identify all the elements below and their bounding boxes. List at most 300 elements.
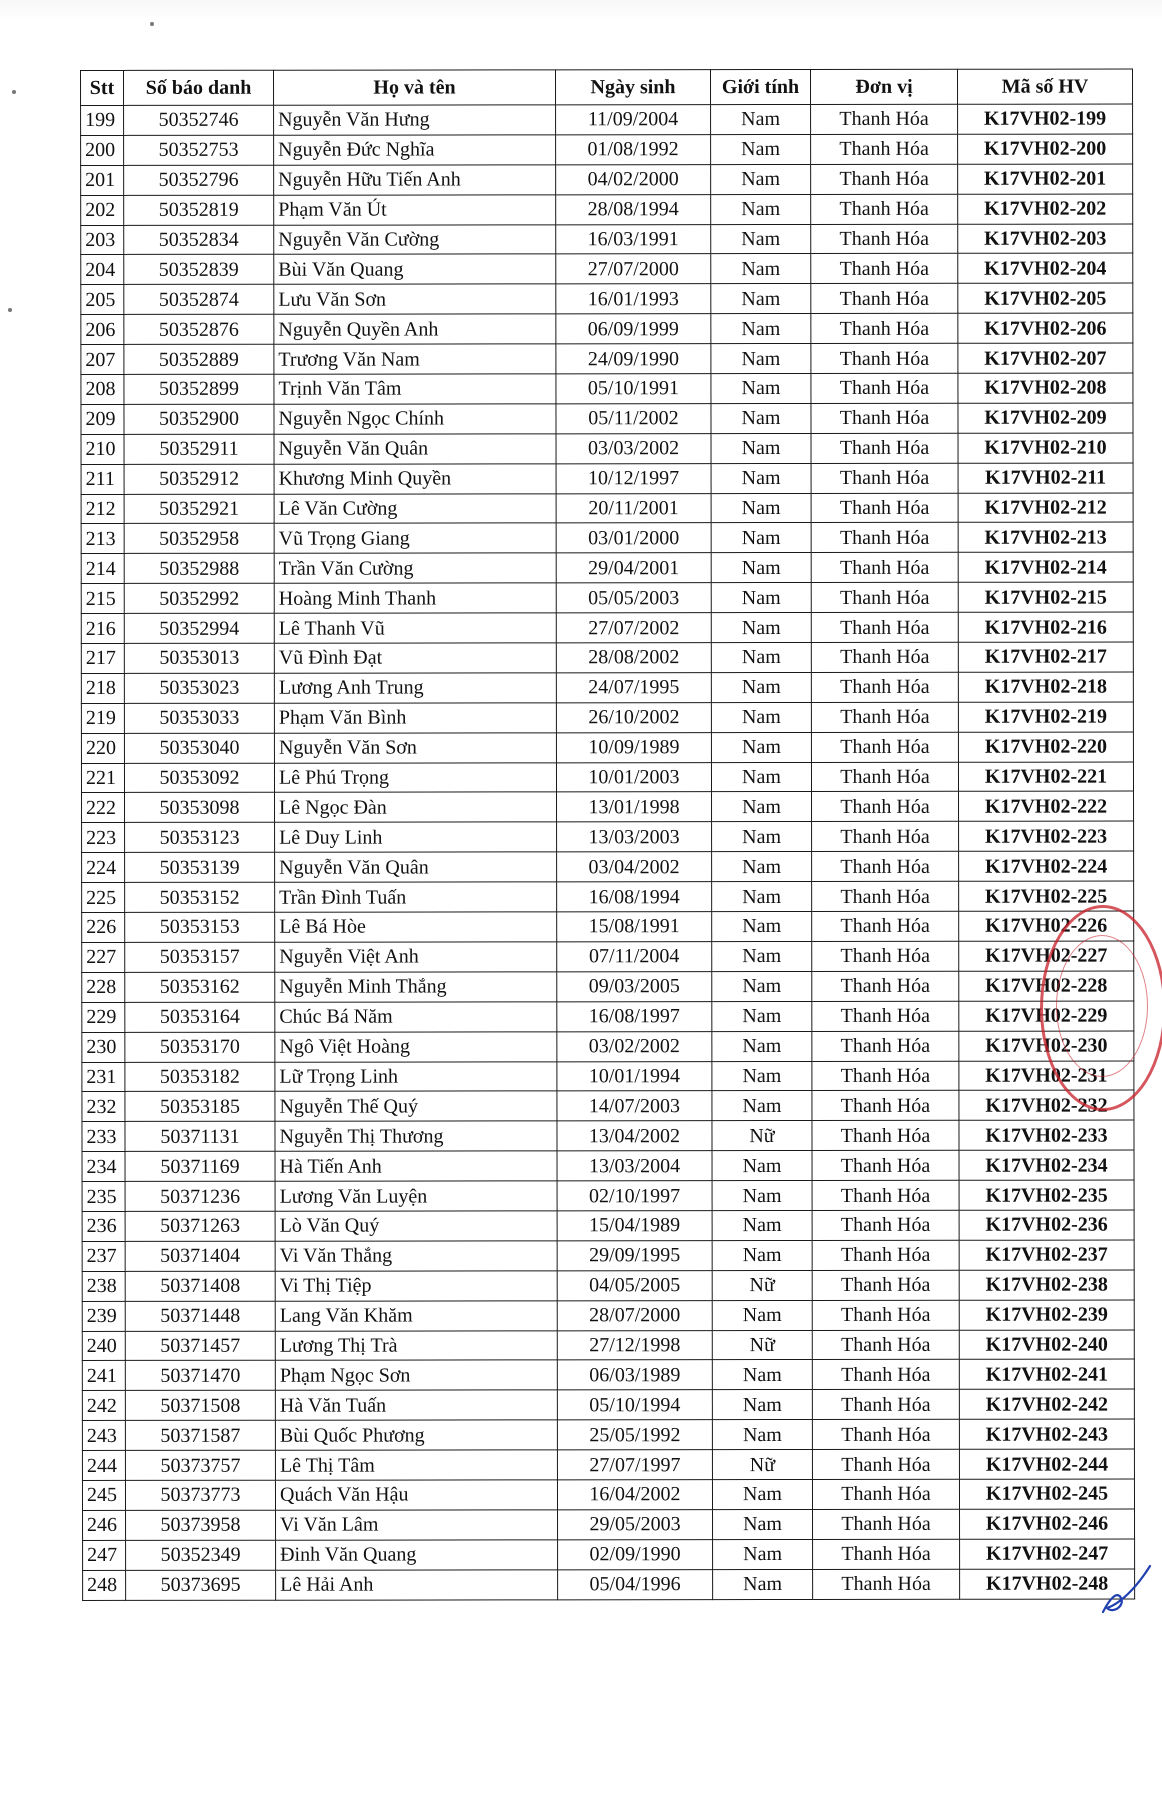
cell-name: Lưu Văn Sơn [274, 284, 556, 314]
cell-dob: 24/07/1995 [556, 673, 711, 703]
cell-code: K17VH02-207 [958, 343, 1133, 373]
cell-sex: Nam [712, 941, 812, 971]
cell-dob: 14/07/2003 [557, 1091, 712, 1121]
table-row [82, 1300, 1134, 1331]
header-dob: Ngày sinh [556, 70, 711, 105]
cell-sbd: 50373695 [126, 1570, 276, 1600]
cell-sbd: 50371236 [125, 1181, 275, 1211]
cell-code: K17VH02-214 [958, 552, 1133, 582]
cell-stt: 229 [82, 1002, 125, 1032]
table-row [81, 373, 1133, 404]
cell-dob: 15/04/1989 [557, 1211, 712, 1241]
cell-code: K17VH02-233 [959, 1120, 1134, 1150]
table-row [82, 1479, 1134, 1510]
cell-name: Phạm Văn Bình [274, 703, 556, 733]
cell-unit: Thanh Hóa [812, 1091, 959, 1121]
cell-stt: 201 [81, 165, 124, 195]
cell-code: K17VH02-243 [959, 1419, 1134, 1449]
cell-stt: 232 [82, 1092, 125, 1122]
cell-code: K17VH02-203 [958, 224, 1133, 254]
cell-name: Vi Thị Tiệp [275, 1271, 557, 1301]
cell-code: K17VH02-226 [959, 911, 1134, 941]
cell-sex: Nam [711, 463, 811, 493]
cell-unit: Thanh Hóa [812, 941, 959, 971]
cell-name: Lê Hải Anh [276, 1569, 558, 1599]
cell-dob: 04/05/2005 [557, 1270, 712, 1300]
cell-stt: 204 [81, 255, 124, 285]
cell-stt: 213 [81, 524, 124, 554]
header-sbd: Số báo danh [124, 70, 274, 105]
table-row [81, 164, 1133, 195]
cell-sex: Nam [713, 1509, 813, 1539]
cell-unit: Thanh Hóa [811, 343, 958, 373]
cell-unit: Thanh Hóa [811, 284, 958, 314]
cell-dob: 10/09/1989 [556, 732, 711, 762]
cell-stt: 228 [82, 972, 125, 1002]
cell-name: Ngô Việt Hoàng [275, 1031, 557, 1061]
cell-name: Nguyễn Thế Quý [275, 1091, 557, 1121]
cell-sbd: 50352988 [124, 554, 274, 584]
cell-name: Nguyễn Văn Cường [274, 224, 556, 254]
cell-code: K17VH02-201 [958, 164, 1133, 194]
cell-sbd: 50353098 [125, 793, 275, 823]
cell-sbd: 50353164 [125, 1002, 275, 1032]
cell-name: Trần Đình Tuấn [275, 882, 557, 912]
cell-sex: Nam [711, 553, 811, 583]
table-row [81, 104, 1133, 135]
cell-stt: 238 [82, 1271, 125, 1301]
cell-dob: 28/08/1994 [556, 194, 711, 224]
cell-code: K17VH02-220 [958, 732, 1133, 762]
cell-sex: Nam [712, 912, 812, 942]
cell-code: K17VH02-209 [958, 403, 1133, 433]
cell-dob: 05/04/1996 [558, 1569, 713, 1599]
cell-dob: 29/09/1995 [557, 1240, 712, 1270]
cell-dob: 16/04/2002 [557, 1480, 712, 1510]
cell-code: K17VH02-244 [959, 1449, 1134, 1479]
cell-sbd: 50373757 [125, 1450, 275, 1480]
cell-name: Đinh Văn Quang [276, 1540, 558, 1570]
cell-code: K17VH02-229 [959, 1001, 1134, 1031]
cell-sex: Nam [712, 1151, 812, 1181]
cell-sex: Nam [711, 762, 811, 792]
cell-sbd: 50353023 [124, 673, 274, 703]
cell-sbd: 50353170 [125, 1032, 275, 1062]
cell-sbd: 50353153 [125, 912, 275, 942]
table-body [81, 104, 1135, 1600]
cell-unit: Thanh Hóa [812, 971, 959, 1001]
cell-stt: 219 [81, 703, 124, 733]
cell-stt: 203 [81, 225, 124, 255]
table-row [81, 493, 1133, 524]
cell-dob: 09/03/2005 [557, 971, 712, 1001]
cell-unit: Thanh Hóa [812, 1330, 959, 1360]
cell-dob: 24/09/1990 [556, 344, 711, 374]
cell-stt: 234 [82, 1152, 125, 1182]
cell-stt: 207 [81, 345, 124, 375]
cell-dob: 05/10/1994 [557, 1390, 712, 1420]
cell-unit: Thanh Hóa [811, 224, 958, 254]
cell-sex: Nam [712, 822, 812, 852]
cell-stt: 244 [82, 1451, 125, 1481]
cell-name: Khương Minh Quyền [274, 464, 556, 494]
cell-unit: Thanh Hóa [812, 1390, 959, 1420]
cell-unit: Thanh Hóa [812, 1240, 959, 1270]
cell-code: K17VH02-206 [958, 313, 1133, 343]
cell-sex: Nam [712, 1390, 812, 1420]
header-stt: Stt [81, 70, 124, 105]
cell-unit: Thanh Hóa [812, 792, 959, 822]
cell-code: K17VH02-202 [958, 194, 1133, 224]
cell-code: K17VH02-241 [959, 1359, 1134, 1389]
cell-code: K17VH02-204 [958, 253, 1133, 283]
cell-name: Trần Văn Cường [274, 553, 556, 583]
cell-sbd: 50352921 [124, 494, 274, 524]
cell-sbd: 50353040 [124, 733, 274, 763]
table-row [82, 1210, 1134, 1241]
cell-code: K17VH02-223 [959, 821, 1134, 851]
cell-sex: Nam [711, 284, 811, 314]
cell-sbd: 50371404 [125, 1241, 275, 1271]
cell-unit: Thanh Hóa [812, 1360, 959, 1390]
cell-code: K17VH02-208 [958, 373, 1133, 403]
table-row [81, 343, 1133, 374]
cell-unit: Thanh Hóa [811, 553, 958, 583]
cell-stt: 217 [81, 643, 124, 673]
cell-dob: 10/01/2003 [556, 762, 711, 792]
cell-unit: Thanh Hóa [812, 911, 959, 941]
cell-sex: Nam [713, 1569, 813, 1599]
cell-sbd: 50373958 [126, 1510, 276, 1540]
cell-stt: 221 [81, 763, 124, 793]
cell-sex: Nam [711, 732, 811, 762]
cell-stt: 239 [82, 1301, 125, 1331]
cell-name: Vũ Đình Đạt [274, 643, 556, 673]
cell-code: K17VH02-224 [959, 851, 1134, 881]
cell-unit: Thanh Hóa [812, 1180, 959, 1210]
cell-stt: 235 [82, 1182, 125, 1212]
cell-sbd: 50352874 [124, 285, 274, 315]
cell-unit: Thanh Hóa [812, 1121, 959, 1151]
scan-dust-mark [150, 22, 154, 26]
cell-dob: 04/02/2000 [556, 164, 711, 194]
cell-sex: Nam [712, 882, 812, 912]
table-row [82, 851, 1134, 882]
table-row [81, 403, 1133, 434]
table-row [82, 1240, 1134, 1271]
cell-name: Lò Văn Quý [275, 1211, 557, 1241]
cell-dob: 03/03/2002 [556, 433, 711, 463]
cell-code: K17VH02-200 [958, 134, 1133, 164]
table-row [82, 911, 1134, 942]
cell-stt: 233 [82, 1122, 125, 1152]
table-row [83, 1569, 1135, 1600]
cell-name: Hà Văn Tuấn [275, 1390, 557, 1420]
cell-dob: 27/07/2000 [556, 254, 711, 284]
cell-dob: 20/11/2001 [556, 493, 711, 523]
table-row [81, 732, 1133, 763]
cell-dob: 13/01/1998 [557, 792, 712, 822]
cell-sex: Nam [711, 373, 811, 403]
cell-name: Nguyễn Việt Anh [275, 942, 557, 972]
table-row [81, 582, 1133, 613]
cell-sex: Nam [712, 1091, 812, 1121]
cell-code: K17VH02-213 [958, 522, 1133, 552]
cell-dob: 28/07/2000 [557, 1300, 712, 1330]
cell-unit: Thanh Hóa [811, 194, 958, 224]
cell-stt: 240 [82, 1331, 125, 1361]
cell-stt: 243 [82, 1421, 125, 1451]
cell-sex: Nam [712, 1420, 812, 1450]
cell-sbd: 50371470 [125, 1361, 275, 1391]
cell-sbd: 50371508 [125, 1391, 275, 1421]
cell-stt: 223 [82, 823, 125, 853]
cell-stt: 214 [81, 554, 124, 584]
cell-sbd: 50353162 [125, 972, 275, 1002]
cell-code: K17VH02-234 [959, 1150, 1134, 1180]
cell-stt: 211 [81, 464, 124, 494]
cell-unit: Thanh Hóa [812, 1031, 959, 1061]
cell-sex: Nam [711, 433, 811, 463]
cell-unit: Thanh Hóa [811, 164, 958, 194]
cell-sex: Nam [711, 224, 811, 254]
cell-code: K17VH02-227 [959, 941, 1134, 971]
cell-sbd: 50371457 [125, 1331, 275, 1361]
cell-name: Lê Văn Cường [274, 493, 556, 523]
cell-stt: 220 [81, 733, 124, 763]
cell-sex: Nam [711, 134, 811, 164]
cell-sex: Nam [712, 1061, 812, 1091]
header-code: Mã số HV [957, 69, 1132, 104]
header-sex: Giới tính [711, 69, 811, 104]
cell-stt: 242 [82, 1391, 125, 1421]
table-row [81, 463, 1133, 494]
cell-sex: Nam [712, 1210, 812, 1240]
cell-name: Lê Thị Tâm [275, 1450, 557, 1480]
cell-sbd: 50352994 [124, 613, 274, 643]
cell-stt: 210 [81, 434, 124, 464]
cell-stt: 241 [82, 1361, 125, 1391]
cell-code: K17VH02-212 [958, 493, 1133, 523]
table-row [82, 1090, 1134, 1121]
cell-unit: Thanh Hóa [812, 1061, 959, 1091]
cell-name: Quách Văn Hậu [275, 1480, 557, 1510]
cell-name: Vi Văn Thắng [275, 1241, 557, 1271]
cell-sex: Nam [712, 1240, 812, 1270]
cell-unit: Thanh Hóa [811, 672, 958, 702]
cell-dob: 05/11/2002 [556, 404, 711, 434]
cell-stt: 215 [81, 584, 124, 614]
cell-stt: 248 [83, 1570, 126, 1600]
cell-dob: 16/08/1994 [557, 882, 712, 912]
cell-sbd: 50371408 [125, 1271, 275, 1301]
cell-sbd: 50352349 [126, 1540, 276, 1570]
cell-unit: Thanh Hóa [811, 373, 958, 403]
cell-dob: 02/09/1990 [558, 1539, 713, 1569]
cell-unit: Thanh Hóa [812, 1001, 959, 1031]
cell-name: Phạm Văn Út [274, 195, 556, 225]
cell-dob: 05/10/1991 [556, 374, 711, 404]
cell-sbd: 50353123 [125, 823, 275, 853]
cell-code: K17VH02-218 [958, 672, 1133, 702]
cell-unit: Thanh Hóa [813, 1509, 960, 1539]
table-row [82, 1001, 1134, 1032]
cell-dob: 07/11/2004 [557, 942, 712, 972]
cell-name: Lê Phú Trọng [274, 762, 556, 792]
cell-unit: Thanh Hóa [813, 1569, 960, 1599]
scan-dust-mark [12, 90, 16, 94]
header-unit: Đơn vị [811, 69, 958, 104]
table-row [82, 1359, 1134, 1390]
header-row [81, 69, 1133, 105]
cell-sex: Nam [711, 672, 811, 702]
cell-name: Nguyễn Minh Thắng [275, 972, 557, 1002]
cell-unit: Thanh Hóa [811, 642, 958, 672]
cell-dob: 15/08/1991 [557, 912, 712, 942]
table-row [83, 1539, 1135, 1570]
cell-unit: Thanh Hóa [811, 254, 958, 284]
cell-sbd: 50352992 [124, 583, 274, 613]
cell-code: K17VH02-248 [960, 1569, 1135, 1599]
cell-sbd: 50352746 [124, 105, 274, 135]
cell-name: Trương Văn Nam [274, 344, 556, 374]
table-row [81, 642, 1133, 673]
cell-stt: 205 [81, 285, 124, 315]
cell-code: K17VH02-211 [958, 463, 1133, 493]
cell-dob: 06/03/1989 [557, 1360, 712, 1390]
header-name: Họ và tên [274, 70, 556, 105]
cell-name: Nguyễn Văn Quân [275, 852, 557, 882]
cell-unit: Thanh Hóa [811, 583, 958, 613]
cell-sbd: 50352796 [124, 165, 274, 195]
cell-sex: Nam [711, 194, 811, 224]
cell-stt: 222 [82, 793, 125, 823]
cell-stt: 199 [81, 105, 124, 135]
table-row [81, 672, 1133, 703]
cell-unit: Thanh Hóa [811, 523, 958, 553]
cell-sbd: 50352900 [124, 404, 274, 434]
cell-sbd: 50371263 [125, 1211, 275, 1241]
cell-sbd: 50352753 [124, 135, 274, 165]
cell-stt: 246 [83, 1510, 126, 1540]
cell-unit: Thanh Hóa [813, 1539, 960, 1569]
table-row [81, 253, 1133, 284]
cell-code: K17VH02-199 [958, 104, 1133, 134]
cell-name: Vi Văn Lâm [276, 1510, 558, 1540]
cell-dob: 11/09/2004 [556, 105, 711, 135]
cell-dob: 29/04/2001 [556, 553, 711, 583]
cell-unit: Thanh Hóa [811, 104, 958, 134]
cell-unit: Thanh Hóa [811, 433, 958, 463]
cell-sbd: 50352899 [124, 374, 274, 404]
cell-sex: Nam [712, 1360, 812, 1390]
table-row [82, 1031, 1134, 1062]
cell-sbd: 50353182 [125, 1062, 275, 1092]
table-row [81, 283, 1133, 314]
table-row [82, 792, 1134, 823]
table-row [81, 702, 1133, 733]
cell-code: K17VH02-238 [959, 1270, 1134, 1300]
table-row [82, 881, 1134, 912]
cell-name: Nguyễn Văn Quân [274, 434, 556, 464]
cell-code: K17VH02-237 [959, 1240, 1134, 1270]
cell-code: K17VH02-228 [959, 971, 1134, 1001]
cell-stt: 224 [82, 853, 125, 883]
table-row [81, 433, 1133, 464]
cell-unit: Thanh Hóa [812, 1419, 959, 1449]
cell-code: K17VH02-205 [958, 283, 1133, 313]
cell-name: Lê Bá Hòe [275, 912, 557, 942]
cell-stt: 245 [82, 1480, 125, 1510]
table-row [81, 194, 1133, 225]
cell-dob: 13/03/2004 [557, 1151, 712, 1181]
table-row [82, 1389, 1134, 1420]
cell-sex: Nam [712, 1300, 812, 1330]
table-row [81, 134, 1133, 165]
cell-unit: Thanh Hóa [812, 881, 959, 911]
cell-sbd: 50352912 [124, 464, 274, 494]
cell-dob: 16/08/1997 [557, 1001, 712, 1031]
cell-dob: 01/08/1992 [556, 135, 711, 165]
cell-sex: Nam [711, 254, 811, 284]
cell-dob: 13/04/2002 [557, 1121, 712, 1151]
cell-unit: Thanh Hóa [811, 762, 958, 792]
cell-stt: 225 [82, 883, 125, 913]
table-row [81, 313, 1133, 344]
cell-stt: 230 [82, 1032, 125, 1062]
cell-sbd: 50353157 [125, 942, 275, 972]
cell-stt: 206 [81, 315, 124, 345]
cell-dob: 27/07/1997 [557, 1450, 712, 1480]
cell-dob: 25/05/1992 [557, 1420, 712, 1450]
cell-dob: 10/01/1994 [557, 1061, 712, 1091]
cell-code: K17VH02-242 [959, 1389, 1134, 1419]
cell-sex: Nữ [712, 1270, 812, 1300]
cell-sbd: 50371169 [125, 1151, 275, 1181]
cell-code: K17VH02-222 [959, 792, 1134, 822]
cell-unit: Thanh Hóa [812, 1479, 959, 1509]
cell-name: Bùi Quốc Phương [275, 1420, 557, 1450]
cell-name: Nguyễn Văn Hưng [274, 105, 556, 135]
cell-name: Nguyễn Thị Thương [275, 1121, 557, 1151]
table-row [82, 1061, 1134, 1092]
cell-unit: Thanh Hóa [811, 314, 958, 344]
cell-unit: Thanh Hóa [811, 493, 958, 523]
cell-name: Lương Thị Trà [275, 1330, 557, 1360]
cell-stt: 209 [81, 404, 124, 434]
table-row [82, 1419, 1134, 1450]
cell-code: K17VH02-232 [959, 1090, 1134, 1120]
cell-sex: Nam [711, 493, 811, 523]
cell-sex: Nam [711, 643, 811, 673]
cell-sex: Nữ [712, 1330, 812, 1360]
cell-sex: Nam [711, 583, 811, 613]
cell-code: K17VH02-246 [960, 1509, 1135, 1539]
cell-sbd: 50353033 [124, 703, 274, 733]
cell-sbd: 50371448 [125, 1301, 275, 1331]
cell-name: Bùi Văn Quang [274, 254, 556, 284]
cell-code: K17VH02-230 [959, 1031, 1134, 1061]
cell-sbd: 50353185 [125, 1092, 275, 1122]
cell-sex: Nam [713, 1539, 813, 1569]
cell-unit: Thanh Hóa [812, 1449, 959, 1479]
cell-sbd: 50373773 [125, 1480, 275, 1510]
cell-name: Lê Duy Linh [275, 822, 557, 852]
table-row [81, 522, 1133, 553]
cell-dob: 27/07/2002 [556, 613, 711, 643]
cell-sex: Nữ [712, 1121, 812, 1151]
cell-dob: 13/03/2003 [557, 822, 712, 852]
